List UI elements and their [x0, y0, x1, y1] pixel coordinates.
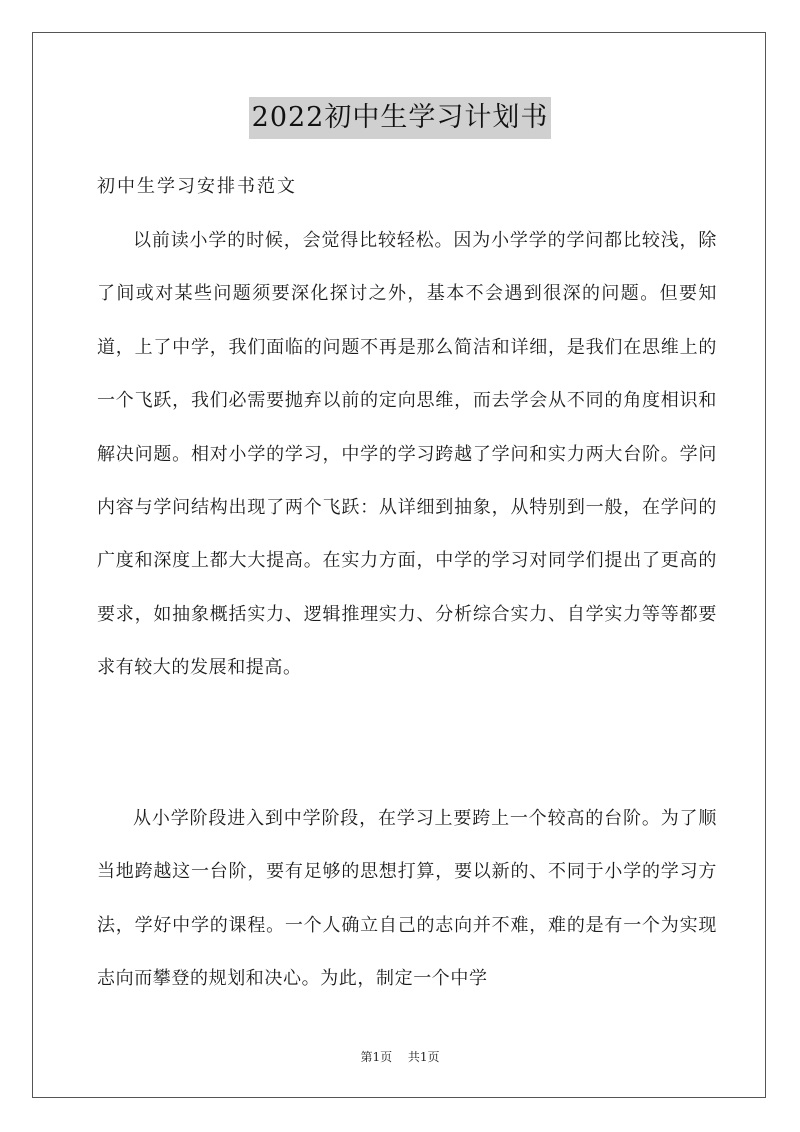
document-subtitle: 初中生学习安排书范文 [97, 176, 297, 197]
document-title: 2022初中生学习计划书 [249, 97, 552, 139]
body-paragraph-1: 以前读小学的时候，会觉得比较轻松。因为小学学的学问都比较浅，除了间或对某些问题须要深化探讨之外，基本不会遇到很深的问题。但要知道，上了中学，我们面临的问题不再是那么简洁和详细，是我们在思维上的一个飞跃，我们必需要抛弃以前的定向思维，而去学会从不同的角度相识和解决问题。相对小学的学习，中学的学习跨越了学问和实力两大台阶。学问内容与学问结构出现了两个飞跃：从详细到抽象，从特别到一般，在学问的广度和深度上都大大提高。在实力方面，中学的学习对同学们提出了更高的要求，如抽象概括实力、逻辑推理实力、分析综合实力、自学实力等等都要求有较大的发展和提高。 [97, 230, 717, 679]
body-paragraph-2: 从小学阶段进入到中学阶段，在学习上要跨上一个较高的台阶。为了顺当地跨越这一台阶，要有足够的思想打算，要以新的、不同于小学的学习方法，学好中学的课程。一个人确立自己的志向并不难，难的是有一个为实现志向而攀登的规划和决心。为此，制定一个中学 [97, 808, 717, 990]
title-container [0, 97, 800, 139]
page-number: 第1页 [360, 1050, 393, 1064]
page-total: 共1页 [407, 1050, 440, 1064]
page-footer [0, 1048, 800, 1065]
